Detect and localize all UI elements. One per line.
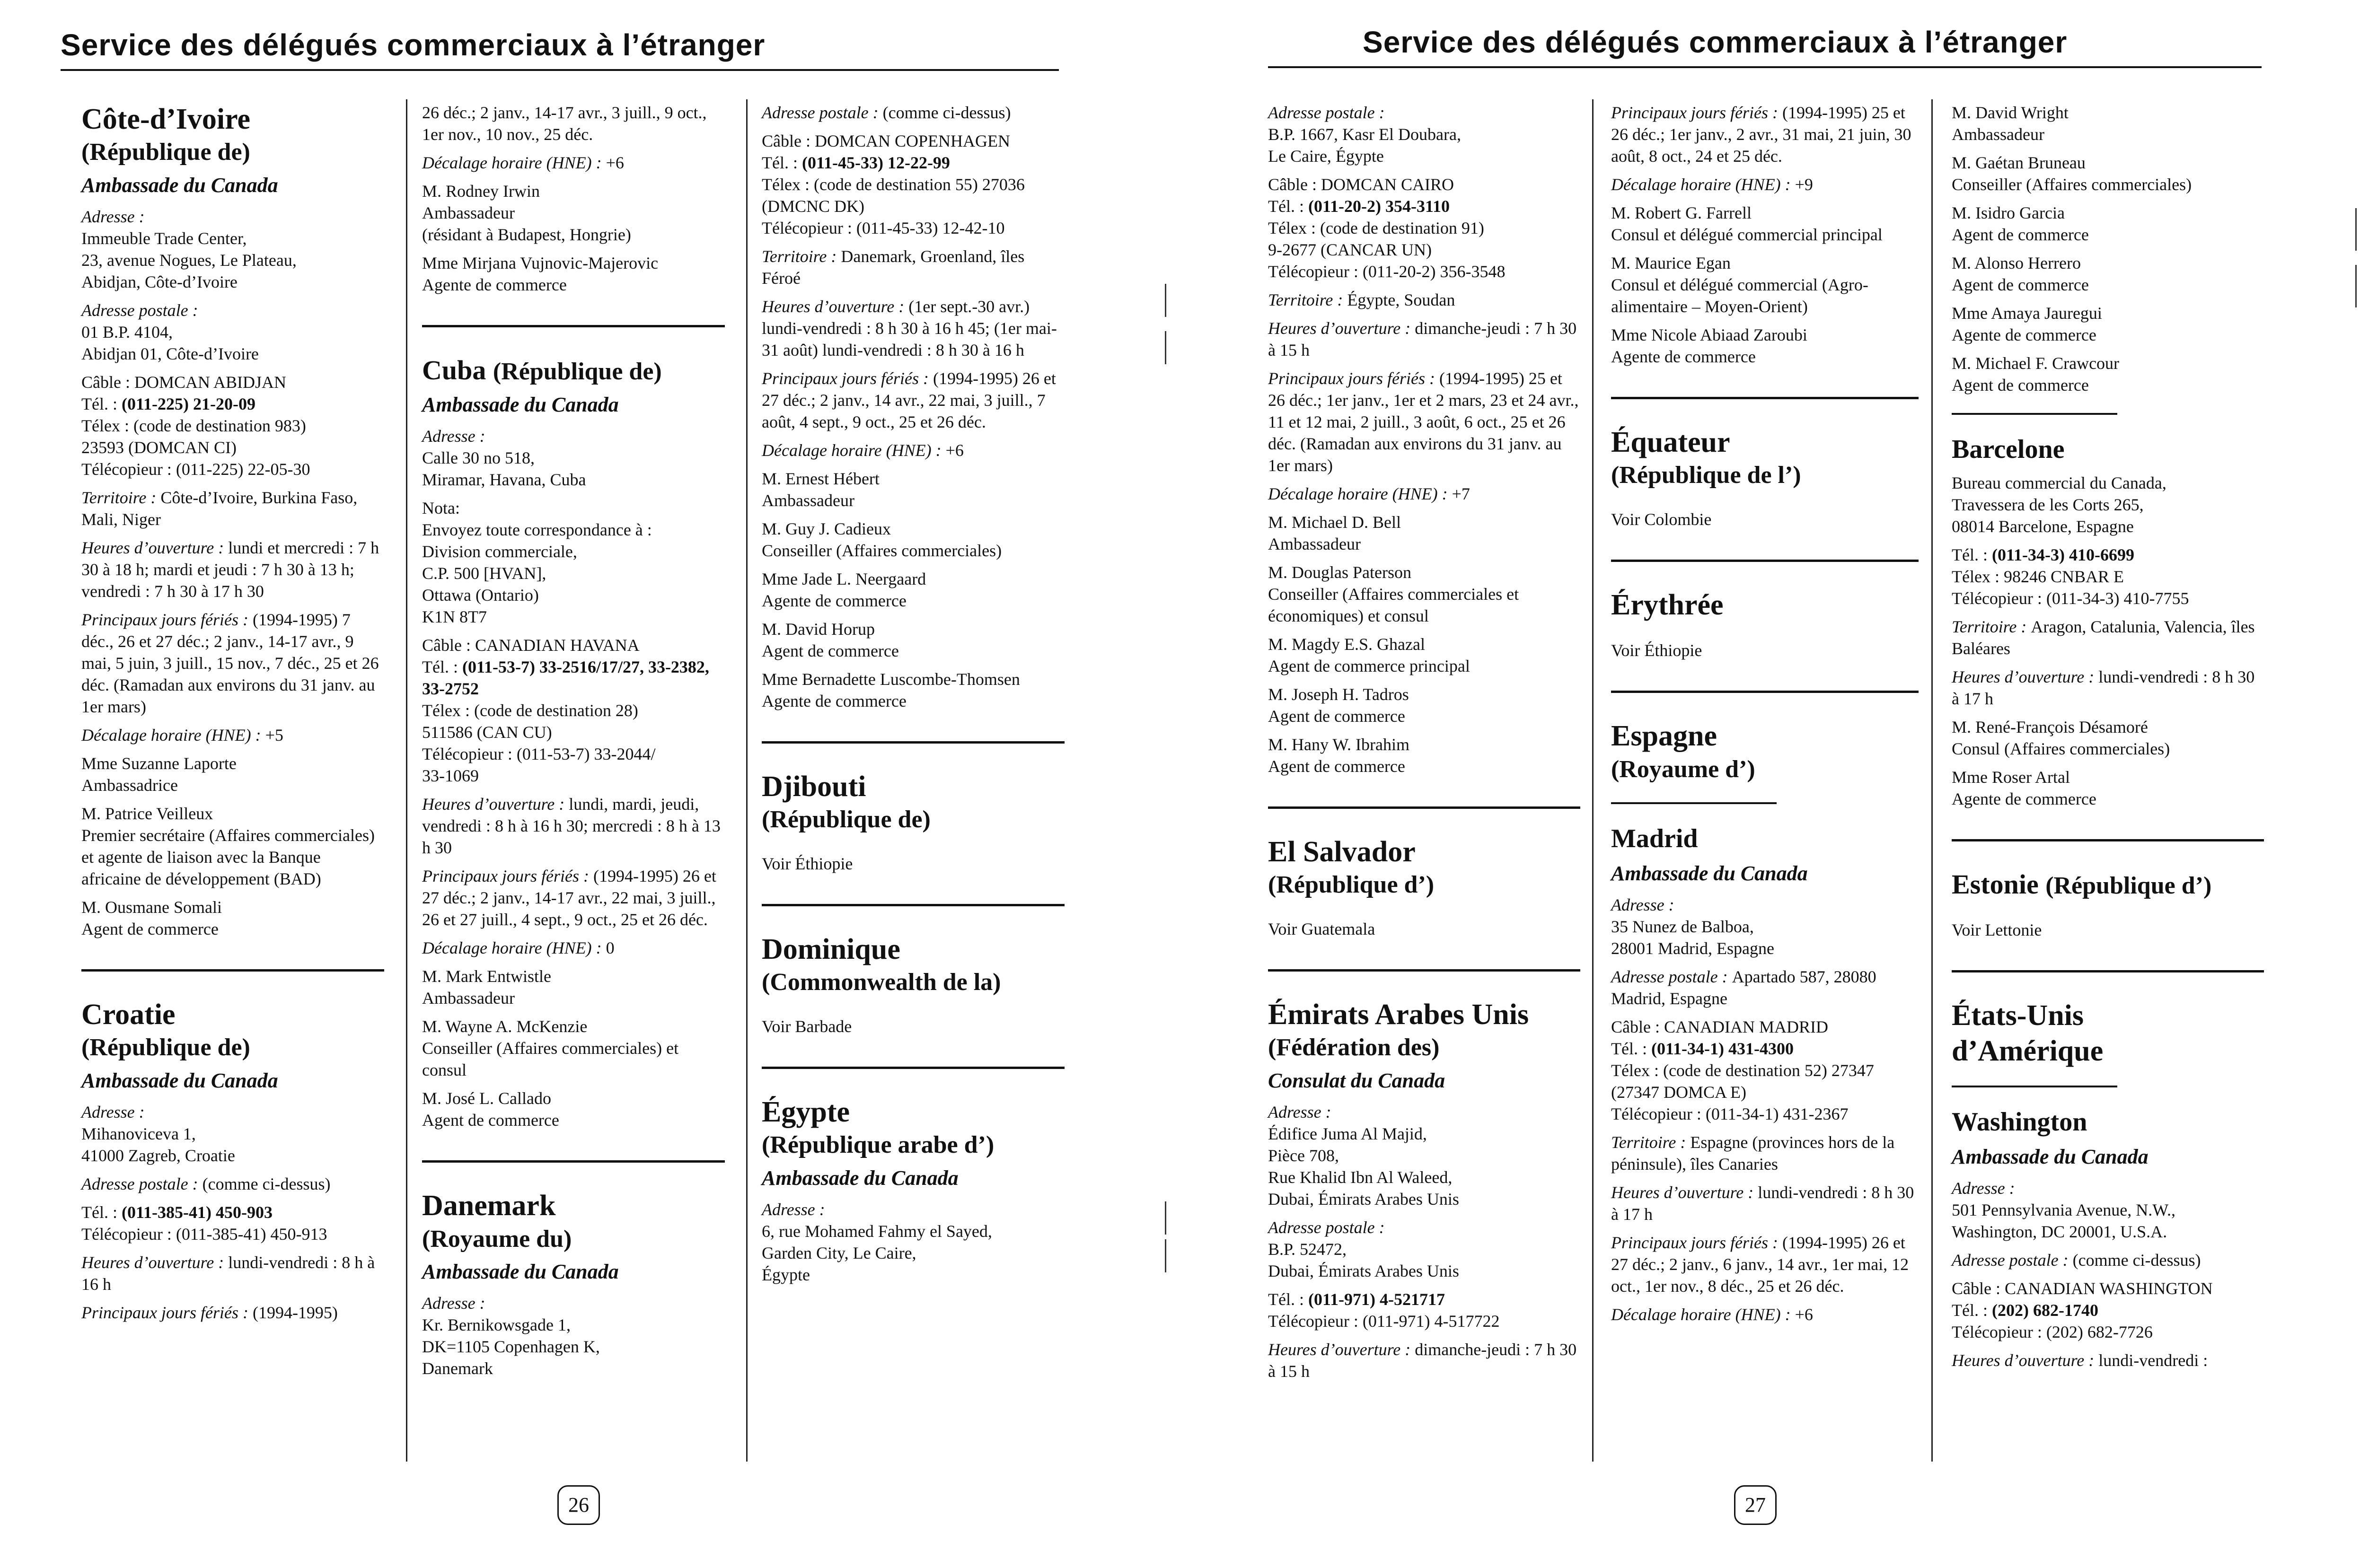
phone-number: (011-385-41) 450-903 [121,1202,273,1222]
column-2 [422,102,725,1386]
field-label: Heures d’ouverture : [1268,1340,1415,1359]
territory [81,487,384,530]
staff-entry: M. Robert G. Farrell Consul et délégué commercial principal [1611,203,1883,244]
cable: Câble : CANADIAN HAVANA [422,636,640,655]
mission-name: Ambassade du Canada [81,173,278,197]
holidays [762,368,1065,433]
scan-mark [2355,265,2357,307]
mission-name: Consulat du Canada [1268,1069,1445,1092]
staff-entry: M. Maurice Egan Consul et délégué commercial (Agro-alimentaire – Moyen-Orient) [1611,254,1868,316]
postal-address: 01 B.P. 4104, Abidjan 01, Côte-d’Ivoire [81,322,259,363]
country-subheading: (Fédération des) [1268,1034,1440,1061]
country-heading-espagne: Espagne [1611,720,1717,753]
field-label: Adresse : [1611,895,1674,915]
field-label: Heures d’ouverture : [81,1253,229,1272]
country-heading-cote-divoire: Côte-d’Ivoire [81,103,250,135]
field-label: Principaux jours fériés : [422,867,593,886]
postal-address [1611,966,1919,1009]
time-offset [762,439,1065,461]
hours-value: lundi-vendredi : 8 h à 16 h [81,1253,375,1294]
subsection-rule [1952,413,2117,415]
cable: Câble : CANADIAN WASHINGTON [1952,1279,2213,1298]
field-label: Heures d’ouverture : [1611,1183,1758,1202]
field-label: Heures d’ouverture : [762,297,909,316]
territory [762,245,1065,289]
column-divider [1931,99,1933,1462]
field-label: Adresse : [422,1294,485,1313]
holidays [81,1302,384,1323]
opening-hours [1268,317,1580,361]
time-offset [1611,174,1919,195]
holidays [1268,368,1580,476]
field-label: Décalage horaire (HNE) : [81,725,265,745]
telex-fax: Télex : (code de destination 983) 23593 (DOMCAN CI) Télécopieur : (011-225) 22-05-30 [81,416,310,479]
column-divider [1592,99,1594,1462]
country-heading-dominique: Dominique [762,933,900,965]
time-offset [1268,483,1580,505]
cross-reference: Voir Éthiopie [762,854,853,873]
page-26 [0,0,1173,1568]
address: Mihanoviceva 1, 41000 Zagreb, Croatie [81,1124,235,1165]
holidays-value: (1994-1995) 25 et 26 déc.; 1er janv., 2 avr., 31 mai, 21 juin, 30 août, 8 oct., 24 et 25 déc. [1611,103,1911,166]
section-rule [762,741,1065,744]
staff-entry: M. Joseph H. Tadros Agent de commerce [1268,685,1409,726]
page-number: 27 [1734,1485,1777,1525]
hours-value: lundi-vendredi : 8 h 30 à 17 h [1952,667,2255,709]
country-subheading: (République de) [762,806,931,833]
header-rule-left [61,69,1059,71]
column-4 [1268,102,1580,1389]
field-label: Décalage horaire (HNE) : [1268,484,1452,503]
phone-label: Tél. : [1952,545,1992,565]
field-label: Adresse : [1268,1102,1331,1121]
cable: Câble : DOMCAN ABIDJAN [81,372,287,392]
cross-reference: Voir Colombie [1611,509,1712,529]
staff-entry: Mme Nicole Abiaad Zaroubi Agente de commerce [1611,325,1807,366]
scan-mark [1165,1201,1166,1235]
staff-entry: M. Michael D. Bell Ambassadeur [1268,513,1401,553]
staff-entry: M. David Wright Ambassadeur [1952,103,2069,144]
territory [1268,289,1580,311]
territory-value: Espagne (provinces hors de la péninsule), îles Canaries [1611,1133,1895,1174]
mission-name: Ambassade du Canada [422,393,619,417]
address: 35 Nunez de Balboa, 28001 Madrid, Espagne [1611,917,1774,958]
telex-fax: Télex : (code de destination 55) 27036 (DMCNC DK) Télécopieur : (011-45-33) 12-42-10 [762,175,1025,237]
cross-reference: Voir Lettonie [1952,920,2042,940]
country-heading-cuba: Cuba [422,355,486,385]
opening-hours [1611,1182,1919,1225]
time-offset [422,152,725,174]
field-label: Heures d’ouverture : [1952,1351,2099,1370]
cross-reference: Voir Éthiopie [1611,641,1702,660]
hours-value: lundi et mercredi : 7 h 30 à 18 h; mardi et jeudi : 7 h 30 à 13 h; vendredi : 7 h 30 à 17 h 30 [81,538,379,601]
time-offset [1611,1304,1919,1325]
holidays-value: (1994-1995) 26 et 27 déc.; 2 janv., 14-17 avr., 22 mai, 3 juill., 26 et 27 juill., 4 sept., 9 oct., 25 et 26 déc. [422,867,716,929]
territory-value: Égypte, Soudan [1347,290,1455,309]
staff-entry: Mme Roser Artal Agente de commerce [1952,768,2096,809]
phone-line [1268,1288,1580,1310]
phone-line [422,656,725,700]
staff-entry: M. Ousmane Somali Agent de commerce [81,897,222,938]
section-rule [1611,691,1919,693]
holidays-value: (1994-1995) 26 et 27 déc.; 2 janv., 14 avr., 22 mai, 3 juill., 7 août, 4 sept., 9 oct., 25 et 26 déc. [762,369,1056,431]
field-label: Heures d’ouverture : [422,795,569,814]
phone-line [1268,195,1580,217]
phone-number: (011-45-33) 12-22-99 [801,153,950,172]
phone-number: (011-53-7) 33-2516/17/27, 33-2382, 33-2752 [422,657,709,699]
phone-label: Tél. : [762,153,802,172]
telex-fax: Télex : (code de destination 28) 511586 (CAN CU) Télécopieur : (011-53-7) 33-2044/ 33-1069 [422,701,656,786]
staff-entry: M. Magdy E.S. Ghazal Agent de commerce principal [1268,635,1470,675]
country-subheading: (République de) [81,1034,250,1061]
address: 501 Pennsylvania Avenue, N.W., Washington, DC 20001, U.S.A. [1952,1200,2175,1242]
field-label: Adresse postale : [1268,1218,1385,1237]
city-heading-washington: Washington [1952,1107,2087,1137]
phone-label: Tél. : [81,394,122,413]
country-heading-el-salvador: El Salvador [1268,836,1416,868]
subsection-rule [1952,1086,2117,1087]
running-header-left: Service des délégués commerciaux à l’étranger [61,28,766,62]
mission-name: Ambassade du Canada [1952,1145,2149,1169]
section-rule [422,325,725,327]
column-divider [406,99,407,1462]
staff-entry: Mme Mirjana Vujnovic-Majerovic Agente de commerce [422,254,659,294]
country-subheading: (République d’) [2045,872,2212,900]
address: 6, rue Mohamed Fahmy el Sayed, Garden City, Le Caire, Égypte [762,1221,992,1284]
scan-mark [1165,1239,1166,1272]
holidays [422,865,725,930]
field-label: Décalage horaire (HNE) : [422,153,606,172]
staff-entry: M. José L. Callado Agent de commerce [422,1089,559,1130]
opening-hours [81,537,384,602]
postal-address: B.P. 52472, Dubai, Émirats Arabes Unis [1268,1239,1459,1280]
address: Immeuble Trade Center, 23, avenue Nogues, Le Plateau, Abidjan, Côte-d’Ivoire [81,228,297,291]
field-label: Territoire : [1611,1133,1691,1152]
field-label: Principaux jours fériés : [1611,103,1782,122]
phone-number: (011-20-2) 354-3110 [1308,197,1450,216]
offset-value: 0 [606,938,615,958]
field-label: Heures d’ouverture : [1952,667,2099,687]
telex-fax: Télex : (code de destination 52) 27347 (27347 DOMCA E) Télécopieur : (011-34-1) 431-2367 [1611,1061,1874,1124]
hours-value: lundi-vendredi : 8 h 30 à 17 h [1611,1183,1914,1224]
country-subheading: (République de l’) [1611,462,1801,489]
phone-number: (011-34-1) 431-4300 [1651,1039,1794,1059]
phone-line [1952,544,2264,566]
phone-label: Tél. : [1268,1289,1308,1309]
country-heading-emirats: Émirats Arabes Unis [1268,998,1529,1031]
country-subheading: (Royaume d’) [1611,755,1755,783]
territory-value: Danemark, Groenland, îles Féroé [762,247,1025,288]
fax: Télécopieur : (011-385-41) 450-913 [81,1224,327,1244]
fax: Télécopieur : (011-971) 4-517722 [1268,1311,1500,1331]
phone-label: Tél. : [1611,1039,1651,1059]
holidays-value: (1994-1995) 7 déc., 26 et 27 déc.; 2 janv., 14-17 avr., 9 mai, 5 juin, 3 juill., 15 nov., 7 déc., 25 et 26 déc. (Ramadan aux environs du 31 janv. au 1er mars) [81,610,379,716]
phone-label: Tél. : [1952,1301,1992,1320]
address: Kr. Bernikowsgade 1, DK=1105 Copenhagen K, Danemark [422,1315,600,1378]
scan-mark [1165,331,1166,364]
field-label: Décalage horaire (HNE) : [1611,1305,1795,1324]
hours-value: (1er sept.-30 avr.) lundi-vendredi : 8 h 30 à 16 h 45; (1er mai-31 août) lundi-vendredi : 8 h 30 à 16 h [762,297,1057,359]
staff-entry: M. Alonso Herrero Agent de commerce [1952,254,2089,294]
telex-fax: Télex : (code de destination 91) 9-2677 (CANCAR UN) Télécopieur : (011-20-2) 356-3548 [1268,219,1506,281]
postal-value: (comme ci-dessus) [2072,1251,2201,1270]
staff-entry: Mme Jade L. Neergaard Agente de commerce [762,569,926,610]
field-label: Adresse : [1952,1179,2015,1198]
opening-hours [762,296,1065,361]
field-label: Décalage horaire (HNE) : [422,938,606,958]
field-label: Heures d’ouverture : [1268,319,1415,338]
field-label: Adresse postale : [762,103,883,122]
city-heading-madrid: Madrid [1611,824,1698,854]
section-rule [1611,397,1919,399]
section-rule [1952,970,2264,972]
field-label: Adresse postale : [81,300,198,320]
opening-hours [81,1252,384,1295]
phone-label: Tél. : [1268,197,1308,216]
phone-label: Tél. : [81,1202,122,1222]
field-label: Adresse postale : [1611,967,1732,987]
country-heading-equateur: Équateur [1611,426,1730,458]
country-subheading: (République de) [81,139,250,166]
field-label: Adresse : [422,427,485,446]
address: Calle 30 no 518, Miramar, Havana, Cuba [422,448,586,490]
phone-number: (011-971) 4-521717 [1308,1289,1445,1309]
country-subheading: (République de) [493,358,662,385]
staff-entry: M. Mark Entwistle Ambassadeur [422,967,551,1008]
holidays [81,609,384,718]
staff-entry: M. Isidro Garcia Agent de commerce [1952,203,2089,244]
hours-value: lundi-vendredi : [2098,1351,2208,1370]
country-heading-egypte: Égypte [762,1095,850,1128]
country-subheading: (Royaume du) [422,1225,572,1253]
holidays-value: (1994-1995) [252,1303,338,1322]
country-heading-erythree: Érythrée [1611,588,1724,621]
staff-entry: M. Wayne A. McKenzie Conseiller (Affaires commerciales) et consul [422,1017,679,1080]
subsection-rule [1611,802,1777,804]
offset-value: +5 [265,725,283,745]
staff-entry: Mme Amaya Jauregui Agente de commerce [1952,304,2102,344]
field-label: Adresse : [81,207,145,226]
staff-entry: M. Ernest Hébert Ambassadeur [762,469,880,510]
hours-value: dimanche-jeudi : 7 h 30 à 15 h [1268,1340,1577,1381]
field-label: Principaux jours fériés : [1268,369,1439,388]
opening-hours [1952,1349,2264,1371]
section-rule [1952,839,2264,841]
field-label: Décalage horaire (HNE) : [762,441,946,460]
staff-entry: M. Douglas Paterson Conseiller (Affaires commerciales et économiques) et consul [1268,563,1519,625]
field-label: Heures d’ouverture : [81,538,229,557]
offset-value: +6 [1795,1305,1813,1324]
country-heading-estonie: Estonie [1952,869,2039,900]
postal-value: (comme ci-dessus) [882,103,1011,122]
column-3 [762,102,1065,1292]
holidays [1611,102,1919,167]
country-heading-danemark: Danemark [422,1190,556,1222]
section-rule [1611,560,1919,562]
postal-address: B.P. 1667, Kasr El Doubara, Le Caire, Égypte [1268,125,1461,166]
telex-fax: Télex : 98246 CNBAR E Télécopieur : (011-34-3) 410-7755 [1952,567,2189,608]
postal-address [762,102,1065,123]
mission-name: Ambassade du Canada [1611,862,1808,885]
holidays-continued: 26 déc.; 2 janv., 14-17 avr., 3 juill., 9 oct., 1er nov., 10 nov., 25 déc. [422,103,707,144]
field-label: Territoire : [81,488,161,507]
page-number: 26 [557,1485,600,1525]
holidays [1611,1232,1919,1297]
mission-name: Ambassade du Canada [81,1069,278,1092]
offset-value: +9 [1795,175,1813,194]
section-rule [1268,806,1580,809]
holidays-value: (1994-1995) 25 et 26 déc.; 1er janv., 1er et 2 mars, 23 et 24 avr., 11 et 12 mai, 2 juill., 3 août, 6 oct., 25 et 26 déc. (Ramadan aux environs du 31 janv. au 1er mars) [1268,369,1579,475]
postal-value: Apartado 587, 28080 Madrid, Espagne [1611,967,1876,1008]
section-rule [762,904,1065,906]
phone-line [1611,1038,1919,1060]
territory [1611,1131,1919,1175]
cross-reference: Voir Guatemala [1268,919,1375,938]
phone-number: (202) 682-1740 [1991,1301,2098,1320]
staff-entry: Mme Bernadette Luscombe-Thomsen Agente de commerce [762,670,1020,710]
hours-value: dimanche-jeudi : 7 h 30 à 15 h [1268,319,1577,359]
country-subheading: (République d’) [1268,871,1435,899]
field-label: Adresse postale : [81,1174,203,1193]
section-rule [422,1160,725,1163]
field-label: Principaux jours fériés : [762,369,933,388]
country-heading-djibouti: Djibouti [762,771,866,803]
fax: Télécopieur : (202) 682-7726 [1952,1323,2153,1342]
country-heading-croatie: Croatie [81,998,176,1031]
cable: Câble : DOMCAN COPENHAGEN [762,131,1010,150]
country-subheading: (Commonwealth de la) [762,969,1001,996]
holidays-value: (1994-1995) 26 et 27 déc.; 2 janv., 6 janv., 14 avr., 1er mai, 12 oct., 1er nov., 8 déc., 25 et 26 déc. [1611,1233,1909,1296]
staff-entry: M. Hany W. Ibrahim Agent de commerce [1268,735,1409,776]
field-label: Territoire : [1952,617,2031,637]
postal-address [81,1173,384,1195]
phone-line [81,393,384,415]
cable: Câble : CANADIAN MADRID [1611,1017,1828,1037]
page-27 [1211,0,2360,1568]
column-6 [1952,102,2264,1378]
phone-number: (011-34-3) 410-6699 [1991,545,2134,565]
staff-entry: M. Guy J. Cadieux Conseiller (Affaires commerciales) [762,519,1002,560]
phone-label: Tél. : [422,657,462,677]
time-offset [422,937,725,959]
column-5 [1611,102,1919,1332]
offset-value: +7 [1452,484,1470,503]
city-heading-barcelone: Barcelone [1952,435,2065,464]
header-rule-right [1268,66,2262,68]
staff-entry: M. Patrice Veilleux Premier secrétaire (Affaires commerciales) et agente de liaison avec la Banque africaine de développement (BAD) [81,804,375,888]
staff-entry: M. Michael F. Crawcour Agent de commerce [1952,354,2120,394]
staff-entry: Mme Suzanne Laporte Ambassadrice [81,753,237,795]
opening-hours [1268,1339,1580,1382]
offset-value: +6 [606,153,624,172]
postal-address [1952,1249,2264,1271]
phone-line [762,152,1065,174]
offset-value: +6 [945,441,964,460]
phone-line [1952,1299,2264,1321]
section-rule [762,1067,1065,1069]
nota: Nota: Envoyez toute correspondance à : Division commerciale, C.P. 500 [HVAN], Ottawa (Ontario) K1N 8T7 [422,499,652,627]
field-label: Adresse : [762,1200,825,1219]
phone-number: (011-225) 21-20-09 [121,394,255,413]
field-label: Territoire : [1268,290,1347,309]
territory-value: Aragon, Catalunia, Valencia, îles Baléares [1952,617,2255,658]
field-label: Adresse : [81,1102,145,1121]
territory-value: Côte-d’Ivoire, Burkina Faso, Mali, Niger [81,488,358,529]
time-offset [81,724,384,746]
staff-entry: M. Rodney Irwin Ambassadeur (résidant à Budapest, Hongrie) [422,182,631,244]
running-header-right: Service des délégués commerciaux à l’étranger [1363,25,2068,59]
cross-reference: Voir Barbade [762,1016,852,1036]
staff-entry: M. René-François Désamoré Consul (Affaires commerciales) [1952,718,2170,759]
cable: Câble : DOMCAN CAIRO [1268,175,1454,194]
field-label: Principaux jours fériés : [81,1303,253,1322]
hours-value: lundi, mardi, jeudi, vendredi : 8 h à 16 h 30; mercredi : 8 h à 13 h 30 [422,795,721,858]
country-subheading: (République arabe d’) [762,1131,995,1159]
field-label: Décalage horaire (HNE) : [1611,175,1795,194]
address: Bureau commercial du Canada, Travessera de les Corts 265, 08014 Barcelone, Espagne [1952,473,2166,536]
staff-entry: M. David Horup Agent de commerce [762,620,899,660]
territory [1952,616,2264,659]
opening-hours [422,793,725,858]
opening-hours [1952,666,2264,710]
staff-entry: M. Gaétan Bruneau Conseiller (Affaires commerciales) [1952,153,2192,194]
mission-name: Ambassade du Canada [422,1260,619,1284]
address: Édifice Juma Al Majid, Pièce 708, Rue Khalid Ibn Al Waleed, Dubai, Émirats Arabes Unis [1268,1124,1459,1209]
scan-mark [2355,208,2357,251]
column-divider [746,99,748,1462]
field-label: Adresse postale : [1268,103,1385,122]
mission-name: Ambassade du Canada [762,1166,959,1190]
section-rule [81,969,384,972]
field-label: Principaux jours fériés : [1611,1233,1782,1253]
country-heading-etats-unis: États-Unis d’Amérique [1952,999,2104,1067]
field-label: Territoire : [762,247,841,266]
phone-line [81,1201,384,1223]
column-1 [81,102,384,1330]
postal-value: (comme ci-dessus) [202,1174,331,1193]
field-label: Adresse postale : [1952,1251,2073,1270]
scan-mark [1165,284,1166,317]
field-label: Principaux jours fériés : [81,610,253,629]
section-rule [1268,969,1580,972]
